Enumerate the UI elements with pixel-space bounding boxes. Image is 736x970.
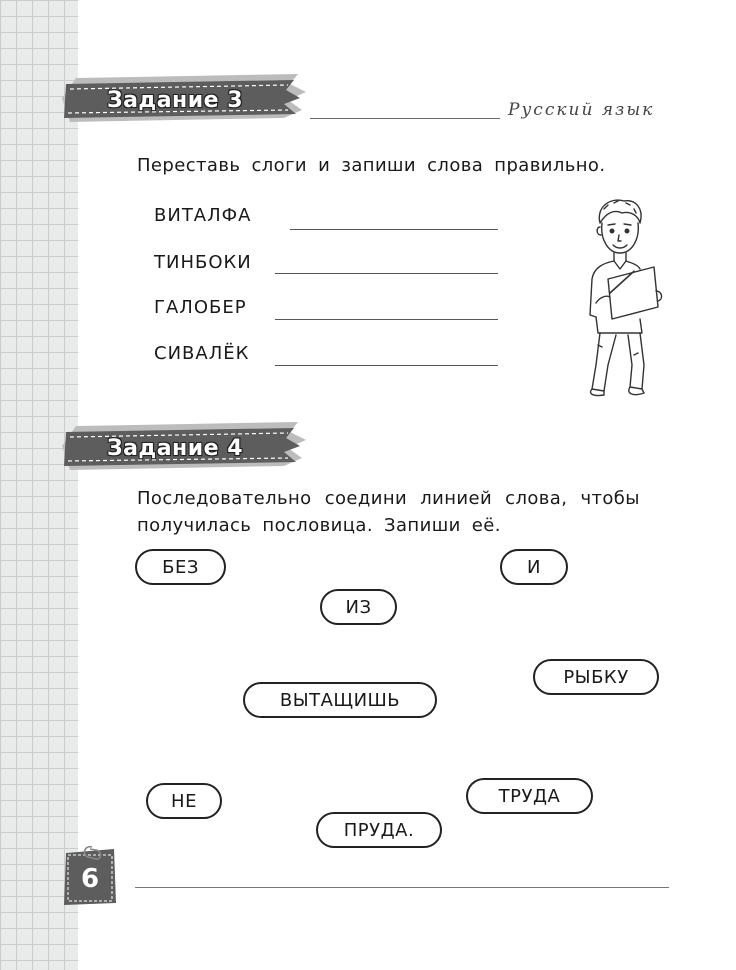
word-pill[interactable]: И [500,549,568,585]
answer-line[interactable] [275,365,498,366]
word-pill[interactable]: ИЗ [320,589,397,625]
word-pill[interactable]: БЕЗ [135,549,226,585]
scrambled-word: ГАЛОБЕР [154,297,247,318]
word-pill[interactable]: РЫБКУ [533,659,659,695]
word-pill[interactable]: ВЫТАЩИШЬ [243,682,437,718]
task3-instruction: Переставь слоги и запиши слова правильно. [137,155,606,176]
scrambled-word: СИВАЛЁК [154,343,250,364]
grid-margin-decoration [0,0,78,970]
subject-underline [310,118,500,119]
task4-title: Задание 4 [106,435,244,461]
scrambled-word: ТИНБОКИ [154,252,252,273]
word-pill[interactable]: НЕ [146,783,222,819]
task3-title: Задание 3 [106,87,244,113]
task4-banner [62,422,310,472]
task4-instruction-line1: Последовательно соедини линией слова, чтобы [137,488,640,509]
page-number-tag [62,845,118,907]
task3-banner [62,74,310,124]
boy-illustration [570,195,670,404]
scrambled-word: ВИТАЛФА [154,205,252,226]
answer-line[interactable] [275,273,498,274]
word-pill[interactable]: ПРУДА. [316,812,442,848]
subject-label: Русский язык [508,100,655,120]
footer-rule [135,887,669,888]
answer-line[interactable] [275,319,498,320]
task4-instruction-line2: получилась пословица. Запиши её. [137,515,501,536]
page-number: 6 [80,864,100,894]
answer-line[interactable] [290,229,498,230]
word-pill[interactable]: ТРУДА [466,778,593,814]
